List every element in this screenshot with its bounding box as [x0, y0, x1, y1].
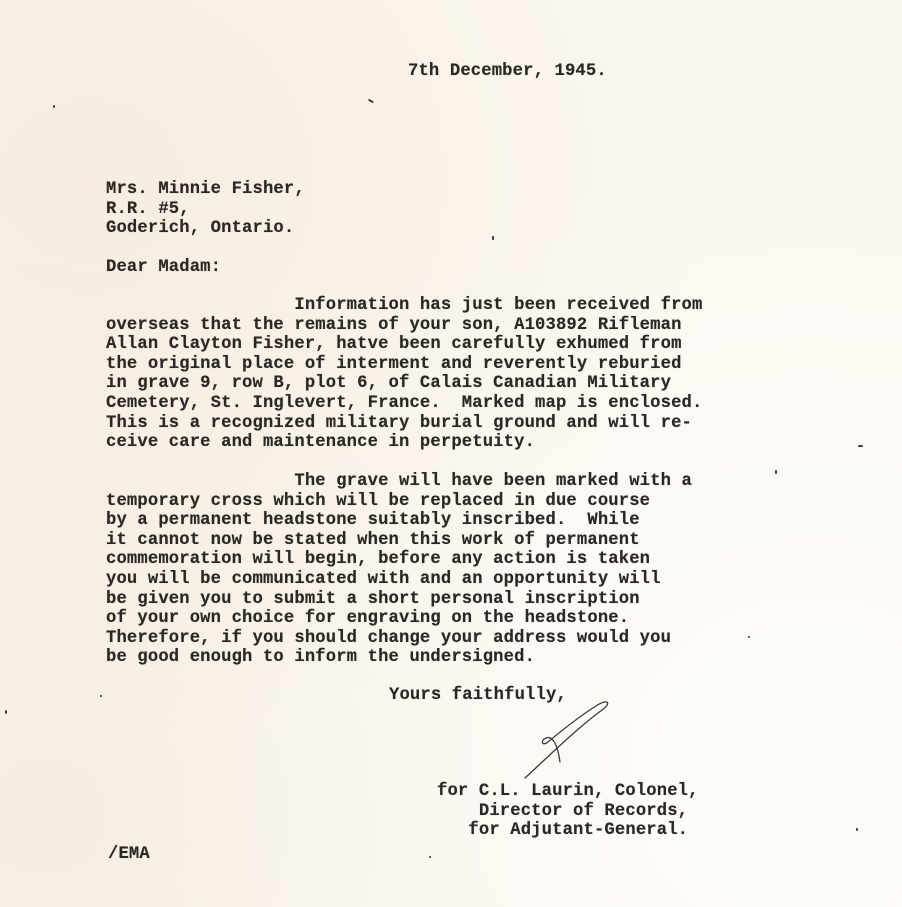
signatory-name: for C.L. Laurin, Colonel, [437, 782, 699, 801]
paper-mark [858, 445, 863, 447]
paragraph-line: Therefore, if you should change your address would you [106, 628, 672, 648]
paper-mark [53, 105, 55, 108]
recipient-name: Mrs. Minnie Fisher, [106, 180, 305, 199]
recipient-rural-route: R.R. #5, [106, 199, 190, 219]
paragraph-line: overseas that the remains of your son, A103892 Rifleman [106, 315, 682, 335]
signatory-department: for Adjutant-General. [437, 821, 689, 841]
paper-mark [856, 828, 858, 831]
paragraph-line: be given you to submit a short personal inscription [106, 589, 640, 609]
recipient-city: Goderich, Ontario. [106, 219, 295, 239]
paper-mark [492, 236, 494, 240]
paragraph-line: by a permanent headstone suitably inscribed. While [106, 511, 640, 531]
signatory-title: Director of Records, [437, 801, 689, 821]
letter-date: 7th December, 1945. [408, 62, 607, 81]
paragraph-line: Allan Clayton Fisher, hatve been carefully exhumed from [106, 335, 682, 355]
paragraph-line: This is a recognized military burial ground and will re- [106, 413, 692, 433]
paper-mark [429, 856, 431, 858]
handwritten-signature-icon [520, 700, 620, 780]
recipient-address [106, 180, 305, 239]
paragraph-line: commemoration will begin, before any action is taken [106, 550, 651, 570]
reference-initials: /EMA [108, 845, 150, 864]
paragraph-2 [106, 472, 692, 668]
paragraph-line: temporary cross which will be replaced in due course [106, 491, 651, 511]
paragraph-line: it cannot now be stated when this work of permanent [106, 530, 640, 550]
paper-mark [748, 636, 750, 638]
paragraph-1 [106, 296, 702, 453]
paragraph-line: Cemetery, St. Inglevert, France. Marked map is enclosed. [106, 393, 703, 413]
paragraph-line: be good enough to inform the undersigned. [106, 648, 536, 668]
paragraph-line: ceive care and maintenance in perpetuity. [106, 433, 536, 453]
signature-block [437, 782, 699, 841]
paper-mark [100, 695, 102, 697]
paper-mark [775, 470, 777, 474]
salutation: Dear Madam: [106, 258, 222, 277]
closing: Yours faithfully, [389, 686, 567, 705]
paragraph-line: of your own choice for engraving on the headstone. [106, 609, 630, 629]
paragraph-line: you will be communicated with and an opportunity will [106, 569, 661, 589]
paragraph-line: in grave 9, row B, plot 6, of Calais Canadian Military [106, 374, 672, 394]
paragraph-line: Information has just been received from [106, 296, 703, 315]
paragraph-line: The grave will have been marked with a [106, 472, 692, 491]
paper-mark [368, 99, 374, 103]
paper-mark [5, 710, 7, 714]
paragraph-line: the original place of interment and reverently reburied [106, 354, 682, 374]
